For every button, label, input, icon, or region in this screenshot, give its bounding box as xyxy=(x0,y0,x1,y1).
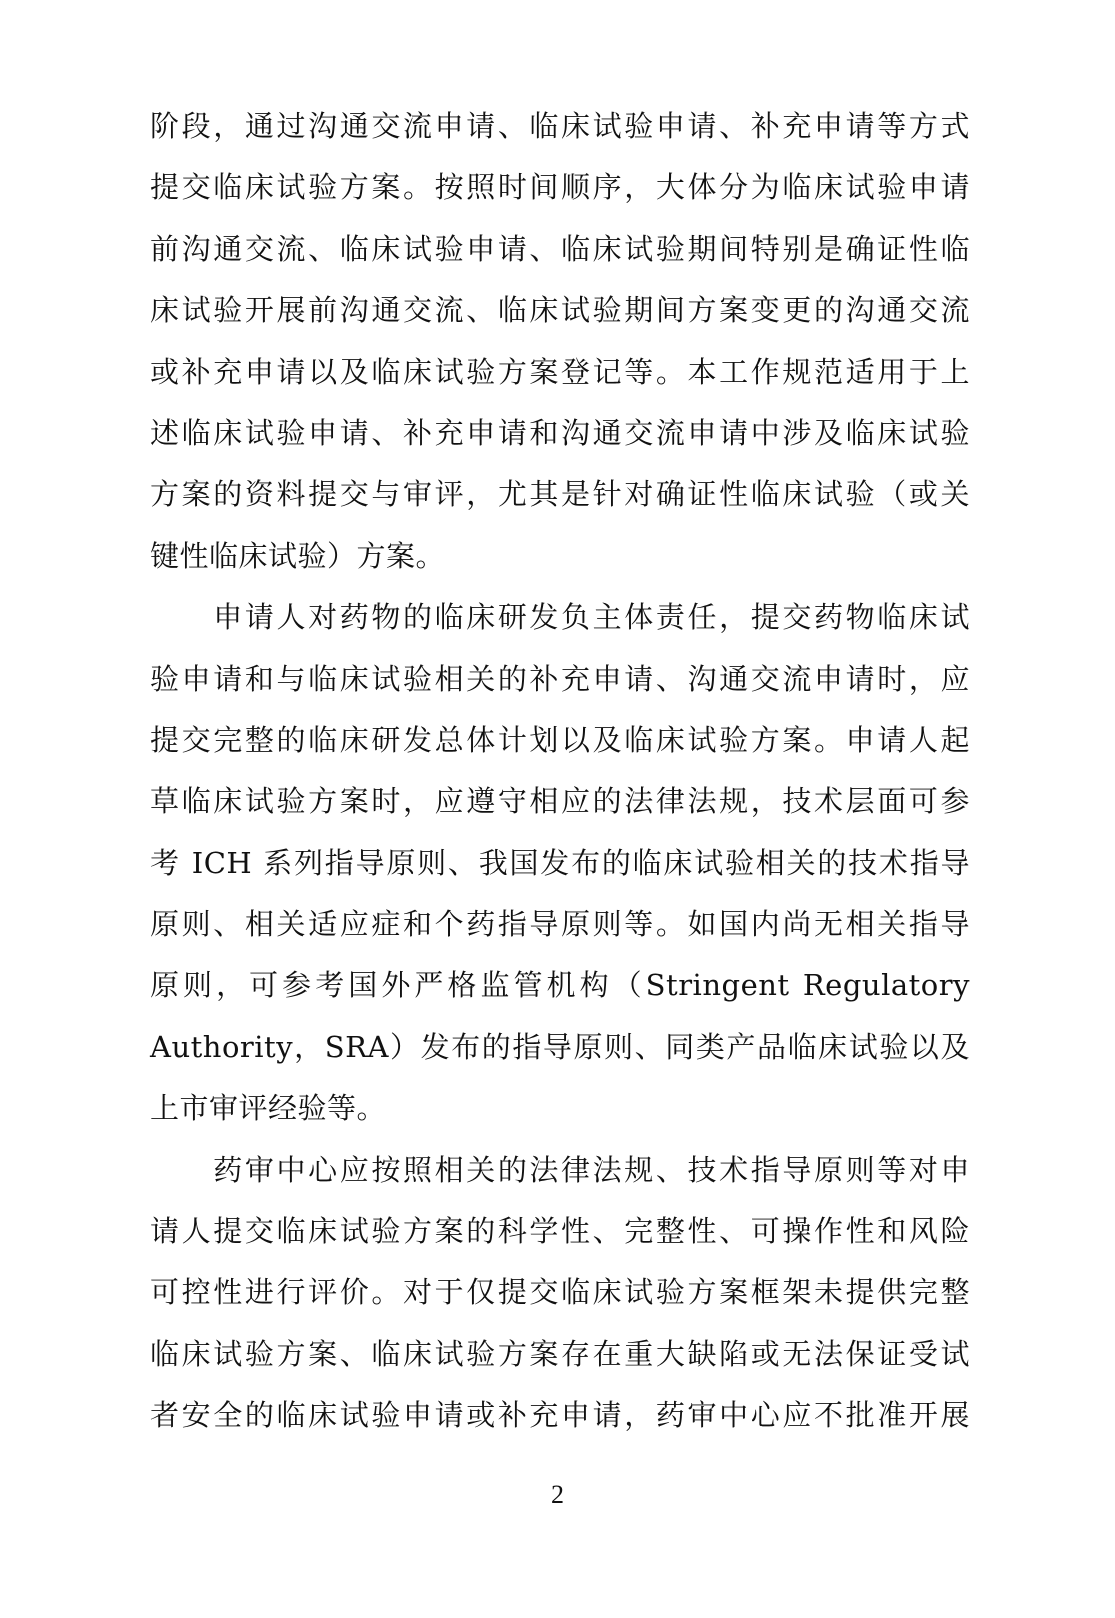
text-line: 床试验开展前沟通交流、临床试验期间方案变更的沟通交流 xyxy=(150,293,970,328)
text-line: 临床试验方案、临床试验方案存在重大缺陷或无法保证受试 xyxy=(150,1336,970,1371)
text-line: 验申请和与临床试验相关的补充申请、沟通交流申请时，应 xyxy=(150,661,970,696)
text-line: 申请人对药物的临床研发负主体责任，提交药物临床试 xyxy=(150,600,970,635)
text-line: 或补充申请以及临床试验方案登记等。本工作规范适用于上 xyxy=(150,354,970,389)
text-line: 可控性进行评价。对于仅提交临床试验方案框架未提供完整 xyxy=(150,1275,970,1310)
text-line: 提交临床试验方案。按照时间顺序，大体分为临床试验申请 xyxy=(150,170,970,205)
text-line: 提交完整的临床研发总体计划以及临床试验方案。申请人起 xyxy=(150,722,970,757)
text-line: 者安全的临床试验申请或补充申请，药审中心应不批准开展 xyxy=(150,1398,970,1433)
text-line: 键性临床试验）方案。 xyxy=(150,538,446,573)
text-line: 阶段，通过沟通交流申请、临床试验申请、补充申请等方式 xyxy=(150,109,970,143)
text-line: 原则、相关适应症和个药指导原则等。如国内尚无相关指导 xyxy=(150,907,970,942)
body-text xyxy=(150,96,970,1447)
text-line: 原则，可参考国外严格监管机构（Stringent Regulatory xyxy=(150,968,970,1003)
text-line: 上市审评经验等。 xyxy=(150,1091,387,1126)
text-line: 考 ICH 系列指导原则、我国发布的临床试验相关的技术指导 xyxy=(150,845,970,880)
text-line: 前沟通交流、临床试验申请、临床试验期间特别是确证性临 xyxy=(150,231,970,266)
page-number: 2 xyxy=(551,1480,564,1509)
text-line: 述临床试验申请、补充申请和沟通交流申请中涉及临床试验 xyxy=(150,415,970,450)
text-line: 药审中心应按照相关的法律法规、技术指导原则等对申 xyxy=(150,1152,970,1187)
text-line: 草临床试验方案时，应遵守相应的法律法规，技术层面可参 xyxy=(150,784,970,819)
text-line: 请人提交临床试验方案的科学性、完整性、可操作性和风险 xyxy=(150,1214,970,1249)
text-line: Authority，SRA）发布的指导原则、同类产品临床试验以及 xyxy=(150,1029,970,1064)
text-line: 方案的资料提交与审评，尤其是针对确证性临床试验（或关 xyxy=(150,477,970,512)
